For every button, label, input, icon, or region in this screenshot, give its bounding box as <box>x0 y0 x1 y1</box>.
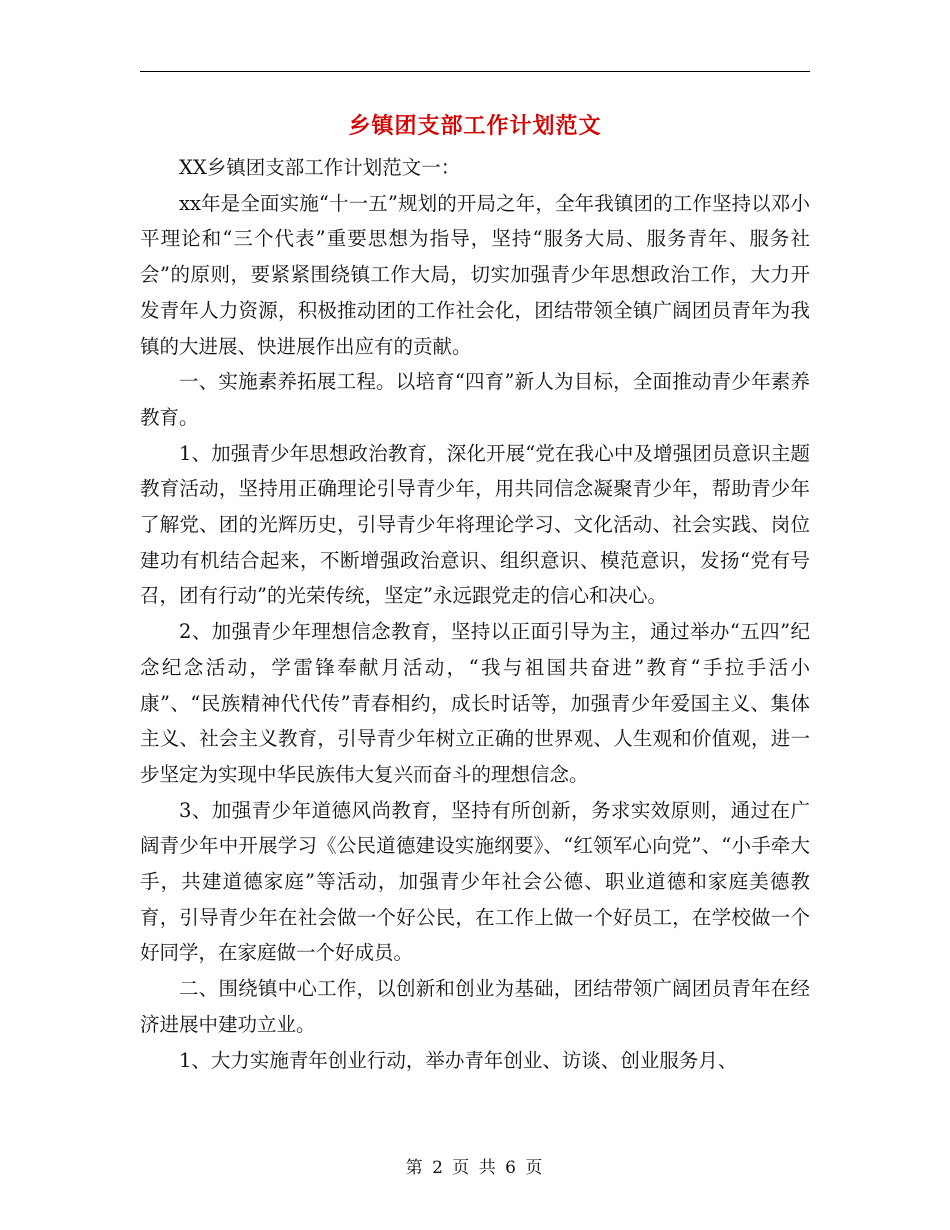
paragraph: 2、加强青少年理想信念教育，坚持以正面引导为主，通过举办“五四”纪念纪念活动，学雷锋奉献月活动，“我与祖国共奋进”教育“手拉手活小康”、“民族精神代代传”青春相约，成长时话等，加强青少年爱国主义、集体主义、社会主义教育，引导青少年树立正确的世界观、人生观和价值观，进一步坚定为实现中华民族伟大复兴而奋斗的理想信念。 <box>140 620 810 786</box>
paragraph: xx年是全面实施“十一五”规划的开局之年，全年我镇团的工作坚持以邓小平理论和“三个代表”重要思想为指导，坚持“服务大局、服务青年、服务社会”的原则，要紧紧围绕镇工作大局，切实加强青少年思想政治工作，大力开发青年人力资源，积极推动团的工作社会化，团结带领全镇广阔团员青年为我镇的大进展、快进展作出应有的贡献。 <box>140 191 810 358</box>
paragraph: 1、大力实施青年创业行动，举办青年创业、访谈、创业服务月、 <box>179 1048 738 1072</box>
paragraph: 3、加强青少年道德风尚教育，坚持有所创新，务求实效原则，通过在广阔青少年中开展学习《公民道德建设实施纲要》、“红领军心向党”、“小手牵大手，共建道德家庭”等活动，加强青少年社会公德、职业道德和家庭美德教育，引导青少年在社会做一个好公民，在工作上做一个好员工，在学校做一个好同学，在家庭做一个好成员。 <box>140 798 810 965</box>
paragraph: 一、实施素养拓展工程。以培育“四育”新人为目标，全面推动青少年素养教育。 <box>140 370 810 429</box>
paragraph: 二、围绕镇中心工作，以创新和创业为基础，团结带领广阔团员青年在经济进展中建功立业。 <box>140 977 810 1036</box>
paragraph: 1、加强青少年思想政治教育，深化开展“党在我心中及增强团员意识主题教育活动，坚持用正确理论引导青少年，用共同信念凝聚青少年，帮助青少年了解党、团的光辉历史，引导青少年将理论学习、文化活动、社会实践、岗位建功有机结合起来，不断增强政治意识、组织意识、模范意识，发扬“党有号召，团有行动”的光荣传统，坚定”永远跟党走的信心和决心。 <box>140 441 810 608</box>
document-body <box>140 150 810 1078</box>
page-footer: 第 2 页 共 6 页 <box>405 1158 545 1178</box>
document-title: 乡镇团支部工作计划范文 <box>348 113 602 139</box>
header-rule <box>140 71 810 72</box>
paragraph: XX乡镇团支部工作计划范文一： <box>179 156 461 179</box>
